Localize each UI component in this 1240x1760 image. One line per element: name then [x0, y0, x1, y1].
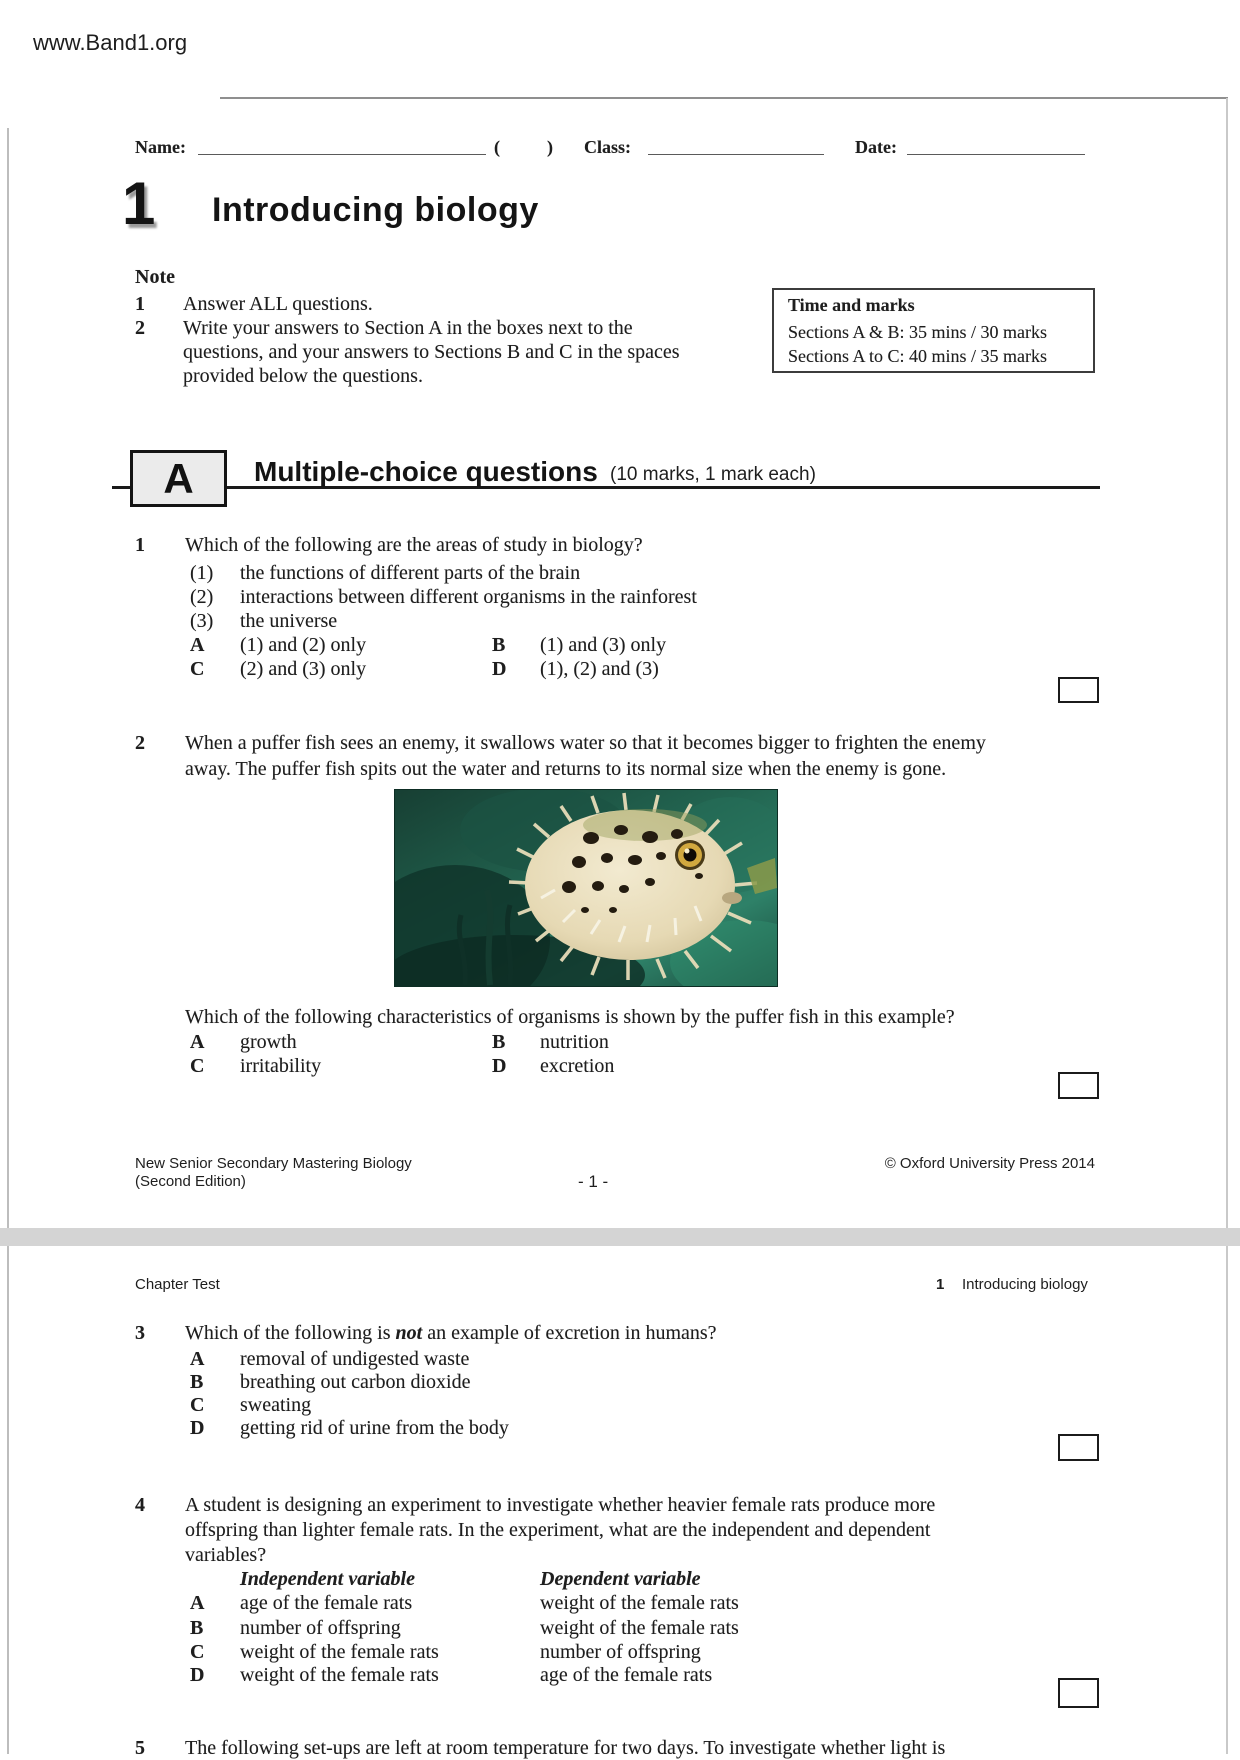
- q1-statement1-text: the functions of different parts of the brain: [240, 562, 581, 584]
- q4-option-a-letter: A: [190, 1592, 205, 1614]
- class-number-paren-open: (: [494, 137, 500, 157]
- class-number-paren-close: ): [547, 137, 553, 157]
- page2-right-edge: [1226, 1246, 1228, 1754]
- page2-header-left: Chapter Test: [135, 1276, 220, 1293]
- page2-left-edge: [7, 1246, 9, 1754]
- q2-number: 2: [135, 732, 145, 754]
- q3-option-a-text: removal of undigested waste: [240, 1348, 470, 1370]
- q2-question-text: Which of the following characteristics of organisms is shown by the puffer fish in this example?: [185, 1006, 955, 1028]
- q2-option-a-text: growth: [240, 1031, 297, 1053]
- page2-header-chapter-title: Introducing biology: [962, 1276, 1088, 1293]
- time-marks-line1: Sections A & B: 35 mins / 30 marks: [788, 321, 1048, 342]
- time-marks-title: Time and marks: [788, 295, 915, 315]
- chapter-number: 1: [122, 170, 156, 237]
- note-item1-text: Answer ALL questions.: [183, 293, 373, 315]
- footer-book-title: New Senior Secondary Mastering Biology: [135, 1155, 412, 1172]
- q1-option-b-letter: B: [492, 634, 506, 656]
- note-item2-line3: provided below the questions.: [183, 365, 423, 387]
- note-item2-number: 2: [135, 317, 145, 339]
- date-field[interactable]: [907, 153, 1085, 155]
- q4-number: 4: [135, 1494, 145, 1516]
- q3-option-c-letter: C: [190, 1394, 205, 1416]
- page-gap: [0, 1228, 1240, 1246]
- q4-option-d-col2: age of the female rats: [540, 1664, 713, 1686]
- footer-copyright: © Oxford University Press 2014: [884, 1155, 1095, 1172]
- note-item2-line2: questions, and your answers to Sections B and C in the spaces: [183, 341, 680, 363]
- footer-page-number: - 1 -: [578, 1172, 609, 1191]
- q2-line1: When a puffer fish sees an enemy, it swallows water so that it becomes bigger to frighten the enemy: [185, 732, 986, 754]
- q1-statement3-text: the universe: [240, 610, 338, 632]
- q2-option-c-letter: C: [190, 1055, 205, 1077]
- q2-option-d-letter: D: [492, 1055, 507, 1077]
- q3-option-a-letter: A: [190, 1348, 205, 1370]
- q1-option-d-letter: D: [492, 658, 507, 680]
- q4-option-d-col1: weight of the female rats: [240, 1664, 439, 1686]
- puffer-fish-illustration: [395, 790, 777, 986]
- q1-option-d-text: (1), (2) and (3): [540, 658, 659, 680]
- q3-option-c-text: sweating: [240, 1394, 312, 1416]
- q4-col1-header: Independent variable: [240, 1568, 415, 1590]
- q3-option-b-letter: B: [190, 1371, 204, 1393]
- q1-number: 1: [135, 534, 145, 556]
- time-and-marks-box: [772, 288, 1095, 373]
- q4-answer-box[interactable]: [1058, 1678, 1099, 1708]
- q3-option-d-letter: D: [190, 1417, 205, 1439]
- puffer-fish-photo: [395, 790, 777, 986]
- note-item1-number: 1: [135, 293, 145, 315]
- page1-right-edge: [1226, 98, 1228, 1228]
- page2-header-chapter-num: 1: [936, 1276, 945, 1293]
- page1-left-edge: [7, 128, 9, 1228]
- q3-option-b-text: breathing out carbon dioxide: [240, 1371, 471, 1393]
- q1-statement2-num: (2): [190, 586, 214, 608]
- date-label: Date:: [855, 137, 897, 157]
- q4-option-a-col1: age of the female rats: [240, 1592, 413, 1614]
- q1-text: Which of the following are the areas of study in biology?: [185, 534, 643, 556]
- q5-number: 5: [135, 1737, 145, 1759]
- q1-option-c-letter: C: [190, 658, 205, 680]
- q2-option-b-letter: B: [492, 1031, 506, 1053]
- q4-option-b-col2: weight of the female rats: [540, 1617, 739, 1639]
- footer-edition: (Second Edition): [135, 1173, 246, 1190]
- q4-option-b-letter: B: [190, 1617, 204, 1639]
- q5-text: The following set-ups are left at room temperature for two days. To investigate whether light is: [185, 1737, 946, 1759]
- q2-option-a-letter: A: [190, 1031, 205, 1053]
- q4-option-d-letter: D: [190, 1664, 205, 1686]
- q4-col2-header: Dependent variable: [540, 1568, 701, 1590]
- q4-line3: variables?: [185, 1544, 267, 1566]
- q4-line1: A student is designing an experiment to investigate whether heavier female rats produce more: [185, 1494, 936, 1516]
- time-marks-line2: Sections A to C: 40 mins / 35 marks: [788, 346, 1048, 367]
- q3-text-pre: Which of the following is: [185, 1322, 396, 1344]
- q1-option-c-text: (2) and (3) only: [240, 658, 367, 680]
- q2-answer-box[interactable]: [1058, 1072, 1099, 1099]
- q4-option-b-col1: number of offspring: [240, 1617, 401, 1639]
- watermark-url: www.Band1.org: [33, 30, 188, 55]
- q3-text-post: an example of excretion in humans?: [422, 1322, 717, 1344]
- section-a-heading: Multiple-choice questions: [254, 456, 598, 487]
- section-a-badge: [130, 450, 227, 507]
- q3-text-emphasis: not: [395, 1322, 423, 1344]
- q4-option-c-col2: number of offspring: [540, 1641, 701, 1663]
- section-a-letter: A: [163, 454, 194, 502]
- q1-statement2-text: interactions between different organisms in the rainforest: [240, 586, 697, 608]
- q1-option-b-text: (1) and (3) only: [540, 634, 667, 656]
- q3-number: 3: [135, 1322, 145, 1344]
- q4-line2: offspring than lighter female rats. In the experiment, what are the independent and dependent: [185, 1519, 931, 1541]
- q1-statement1-num: (1): [190, 562, 214, 584]
- name-field[interactable]: [198, 153, 486, 155]
- q3-text: [185, 1322, 717, 1345]
- q1-option-a-letter: A: [190, 634, 205, 656]
- note-title: Note: [135, 266, 175, 288]
- q2-option-c-text: irritability: [240, 1055, 322, 1077]
- q3-answer-box[interactable]: [1058, 1434, 1099, 1461]
- chapter-title: Introducing biology: [212, 191, 539, 229]
- q2-option-d-text: excretion: [540, 1055, 615, 1077]
- class-field[interactable]: [648, 153, 824, 155]
- q4-option-c-col1: weight of the female rats: [240, 1641, 439, 1663]
- q4-option-c-letter: C: [190, 1641, 205, 1663]
- name-label: Name:: [135, 137, 186, 157]
- note-item2-line1: Write your answers to Section A in the boxes next to the: [183, 317, 633, 339]
- page1-top-edge: [220, 97, 1228, 99]
- q1-answer-box[interactable]: [1058, 677, 1099, 703]
- q3-option-d-text: getting rid of urine from the body: [240, 1417, 509, 1439]
- q1-statement3-num: (3): [190, 610, 214, 632]
- q1-option-a-text: (1) and (2) only: [240, 634, 367, 656]
- q2-line2: away. The puffer fish spits out the water and returns to its normal size when the enemy is gone.: [185, 758, 947, 780]
- q4-option-a-col2: weight of the female rats: [540, 1592, 739, 1614]
- q2-option-b-text: nutrition: [540, 1031, 609, 1053]
- class-label: Class:: [584, 137, 632, 157]
- section-a-marks: (10 marks, 1 mark each): [610, 464, 816, 485]
